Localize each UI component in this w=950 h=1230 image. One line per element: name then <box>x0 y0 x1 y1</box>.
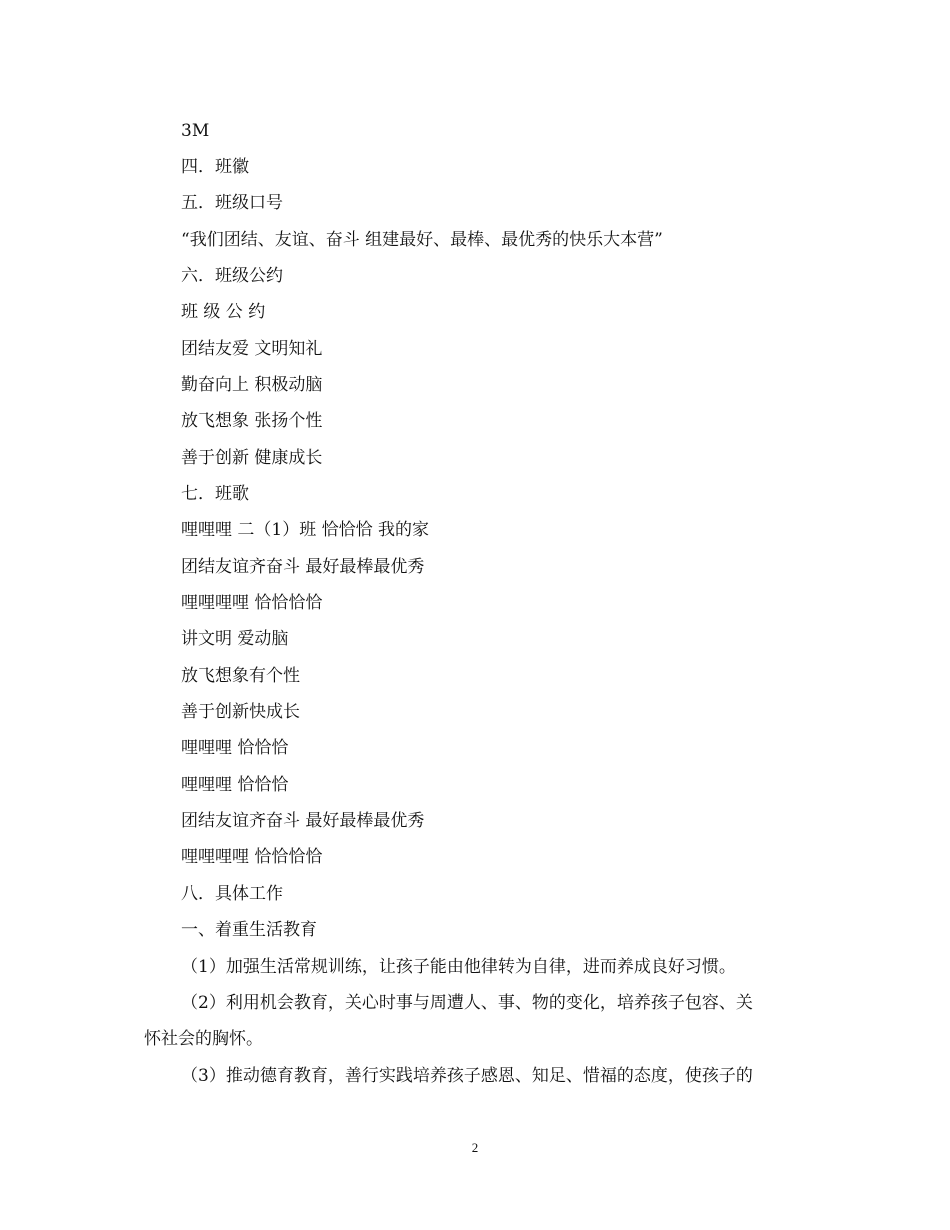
text-line: 3M <box>181 121 210 141</box>
song-line: 哩哩哩 恰恰恰 <box>181 775 289 795</box>
page-number: 2 <box>471 1140 479 1155</box>
text-line: 班 级 公 约 <box>181 302 266 322</box>
section-heading: 六．班级公约 <box>181 266 283 286</box>
song-line: 团结友谊齐奋斗 最好最棒最优秀 <box>181 811 425 831</box>
section-heading: 五．班级口号 <box>181 193 283 213</box>
paragraph-line: （3）推动德育教育，善行实践培养孩子感恩、知足、惜福的态度，使孩子的 <box>181 1066 753 1086</box>
song-line: 哩哩哩 恰恰恰 <box>181 738 289 758</box>
song-line: 放飞想象有个性 <box>181 666 300 686</box>
song-line: 哩哩哩 二（1）班 恰恰恰 我的家 <box>181 520 430 540</box>
song-line: 团结友谊齐奋斗 最好最棒最优秀 <box>181 557 425 577</box>
paragraph-line: 怀社会的胸怀。 <box>144 1029 263 1049</box>
text-line: 善于创新 健康成长 <box>181 448 323 468</box>
paragraph-line: （2）利用机会教育，关心时事与周遭人、事、物的变化，培养孩子包容、关 <box>181 993 753 1013</box>
subsection-heading: 一、着重生活教育 <box>181 920 317 940</box>
song-line: 善于创新快成长 <box>181 702 300 722</box>
song-line: 讲文明 爱动脑 <box>181 629 289 649</box>
text-line: 放飞想象 张扬个性 <box>181 411 323 431</box>
song-line: 哩哩哩哩 恰恰恰恰 <box>181 593 323 613</box>
paragraph-line: （1）加强生活常规训练，让孩子能由他律转为自律，进而养成良好习惯。 <box>181 957 736 977</box>
text-line: 团结友爱 文明知礼 <box>181 339 323 359</box>
text-line: 勤奋向上 积极动脑 <box>181 375 323 395</box>
section-heading: 八．具体工作 <box>181 884 283 904</box>
section-heading: 七．班歌 <box>181 484 249 504</box>
section-heading: 四．班徽 <box>181 157 249 177</box>
class-slogan: “我们团结、友谊、奋斗 组建最好、最棒、最优秀的快乐大本营” <box>181 230 663 250</box>
song-line: 哩哩哩哩 恰恰恰恰 <box>181 847 323 867</box>
